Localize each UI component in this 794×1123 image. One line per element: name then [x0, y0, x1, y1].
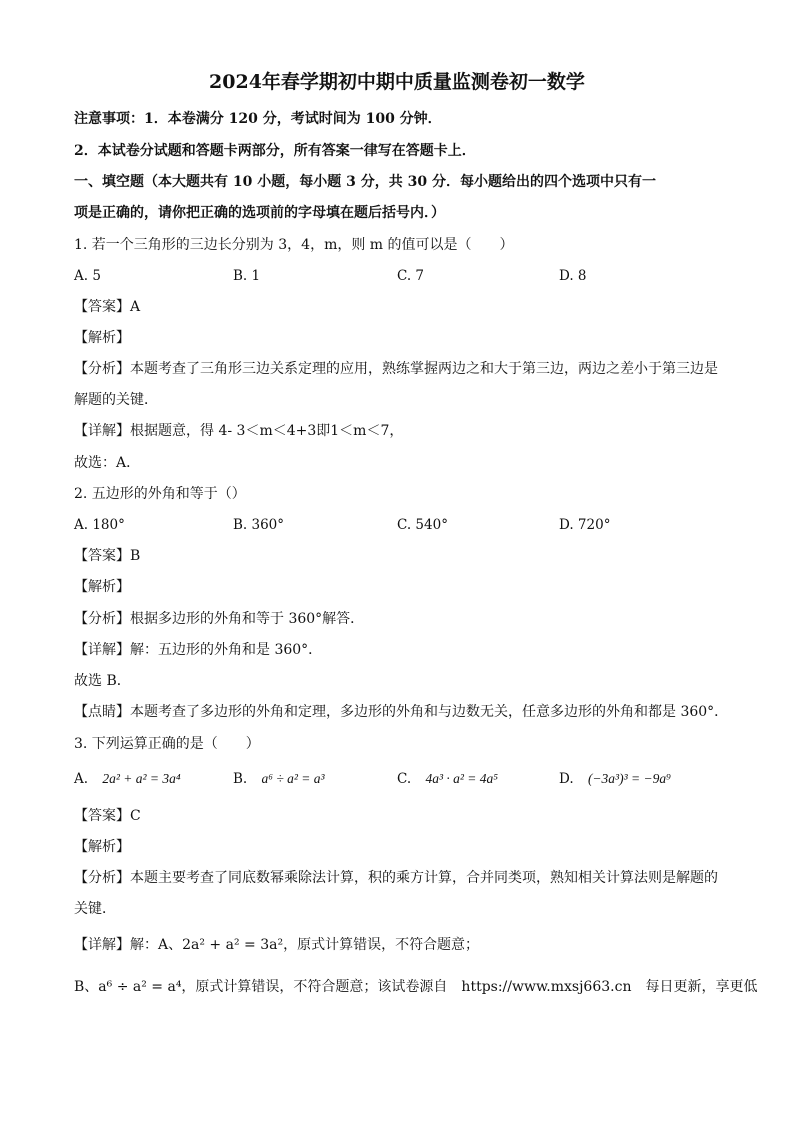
- notes-line-1: 注意事项：1．本卷满分 120 分，考试时间为 100 分钟．: [74, 111, 442, 127]
- page-title: 2024年春学期初中期中质量监测卷初一数学: [209, 71, 585, 93]
- q2-answer: 【答案】B: [74, 548, 141, 564]
- q1-analysis-line-1: 【分析】本题考查了三角形三边关系定理的应用，熟练掌握两边之和大于第三边，两边之差小于第三边是: [74, 361, 718, 377]
- q2-option-a: A. 180°: [74, 517, 125, 533]
- q3-option-b-expr: a⁶ ÷ a² = a³: [261, 771, 325, 786]
- q3-option-a-expr: 2a² + a² = 3a⁴: [102, 771, 181, 786]
- q3-detail-b: B、a⁶ ÷ a² = a⁴，原式计算错误，不符合题意；该试卷源自 https://www.mxsj663.cn 每日更新，享更低: [74, 979, 758, 995]
- q1-detail: 【详解】根据题意，得 4- 3＜m＜4+3即1＜m＜7，: [74, 423, 404, 439]
- q1-analysis-line-2: 解题的关键．: [74, 392, 158, 408]
- q3-option-b-letter: B.: [233, 771, 248, 787]
- section-heading-line-1: 一、填空题（本大题共有 10 小题，每小题 3 分，共 30 分．每小题给出的四个选项中只有一: [74, 174, 656, 190]
- q3-stem: 3. 下列运算正确的是（ ）: [74, 736, 260, 752]
- q3-option-c-expr: 4a³ · a² = 4a⁵: [425, 771, 498, 786]
- q2-detail: 【详解】解：五边形的外角和是 360°．: [74, 642, 323, 658]
- q2-comment: 【点睛】本题考查了多边形的外角和定理，多边形的外角和与边数无关，任意多边形的外角和都是 360°．: [74, 704, 729, 720]
- q1-analysis-label: 【解析】: [74, 330, 130, 346]
- q1-choose: 故选：A．: [74, 455, 141, 471]
- q2-stem: 2. 五边形的外角和等于（）: [74, 486, 246, 502]
- q2-option-b: B. 360°: [233, 517, 285, 533]
- q2-option-d: D. 720°: [559, 517, 611, 533]
- section-heading-line-2: 项是正确的，请你把正确的选项前的字母填在题后括号内．）: [74, 205, 445, 221]
- q2-analysis-label: 【解析】: [74, 579, 130, 595]
- q1-option-c: C. 7: [397, 268, 425, 284]
- q1-option-d: D. 8: [559, 268, 587, 284]
- q2-option-c: C. 540°: [397, 517, 448, 533]
- notes-line-2: 2．本试卷分试题和答题卡两部分，所有答案一律写在答题卡上．: [74, 143, 476, 159]
- q2-analysis: 【分析】根据多边形的外角和等于 360°解答．: [74, 611, 365, 627]
- q1-stem: 1. 若一个三角形的三边长分别为 3，4，m，则 m 的值可以是（ ）: [74, 237, 514, 253]
- q3-option-c: [397, 770, 498, 788]
- q3-option-b: [233, 770, 325, 788]
- q1-answer: 【答案】A: [74, 299, 141, 315]
- q1-option-a: A. 5: [74, 268, 101, 284]
- q3-option-d-expr: (−3a³)³ = −9a⁹: [587, 771, 671, 786]
- q3-option-d: [559, 770, 671, 788]
- q3-option-d-letter: D.: [559, 771, 574, 787]
- q3-answer: 【答案】C: [74, 808, 141, 824]
- q1-option-b: B. 1: [233, 268, 261, 284]
- q2-choose: 故选 B．: [74, 673, 131, 689]
- q3-analysis-line-1: 【分析】本题主要考查了同底数幂乘除法计算，积的乘方计算，合并同类项，熟知相关计算法则是解题的: [74, 870, 718, 886]
- q3-option-c-letter: C.: [397, 771, 412, 787]
- q3-analysis-line-2: 关键．: [74, 901, 116, 917]
- q3-option-a: [74, 770, 181, 788]
- q3-detail: 【详解】解：A、2a² + a² = 3a²，原式计算错误，不符合题意；: [74, 937, 480, 953]
- q3-analysis-label: 【解析】: [74, 839, 130, 855]
- q3-option-a-letter: A.: [74, 771, 89, 787]
